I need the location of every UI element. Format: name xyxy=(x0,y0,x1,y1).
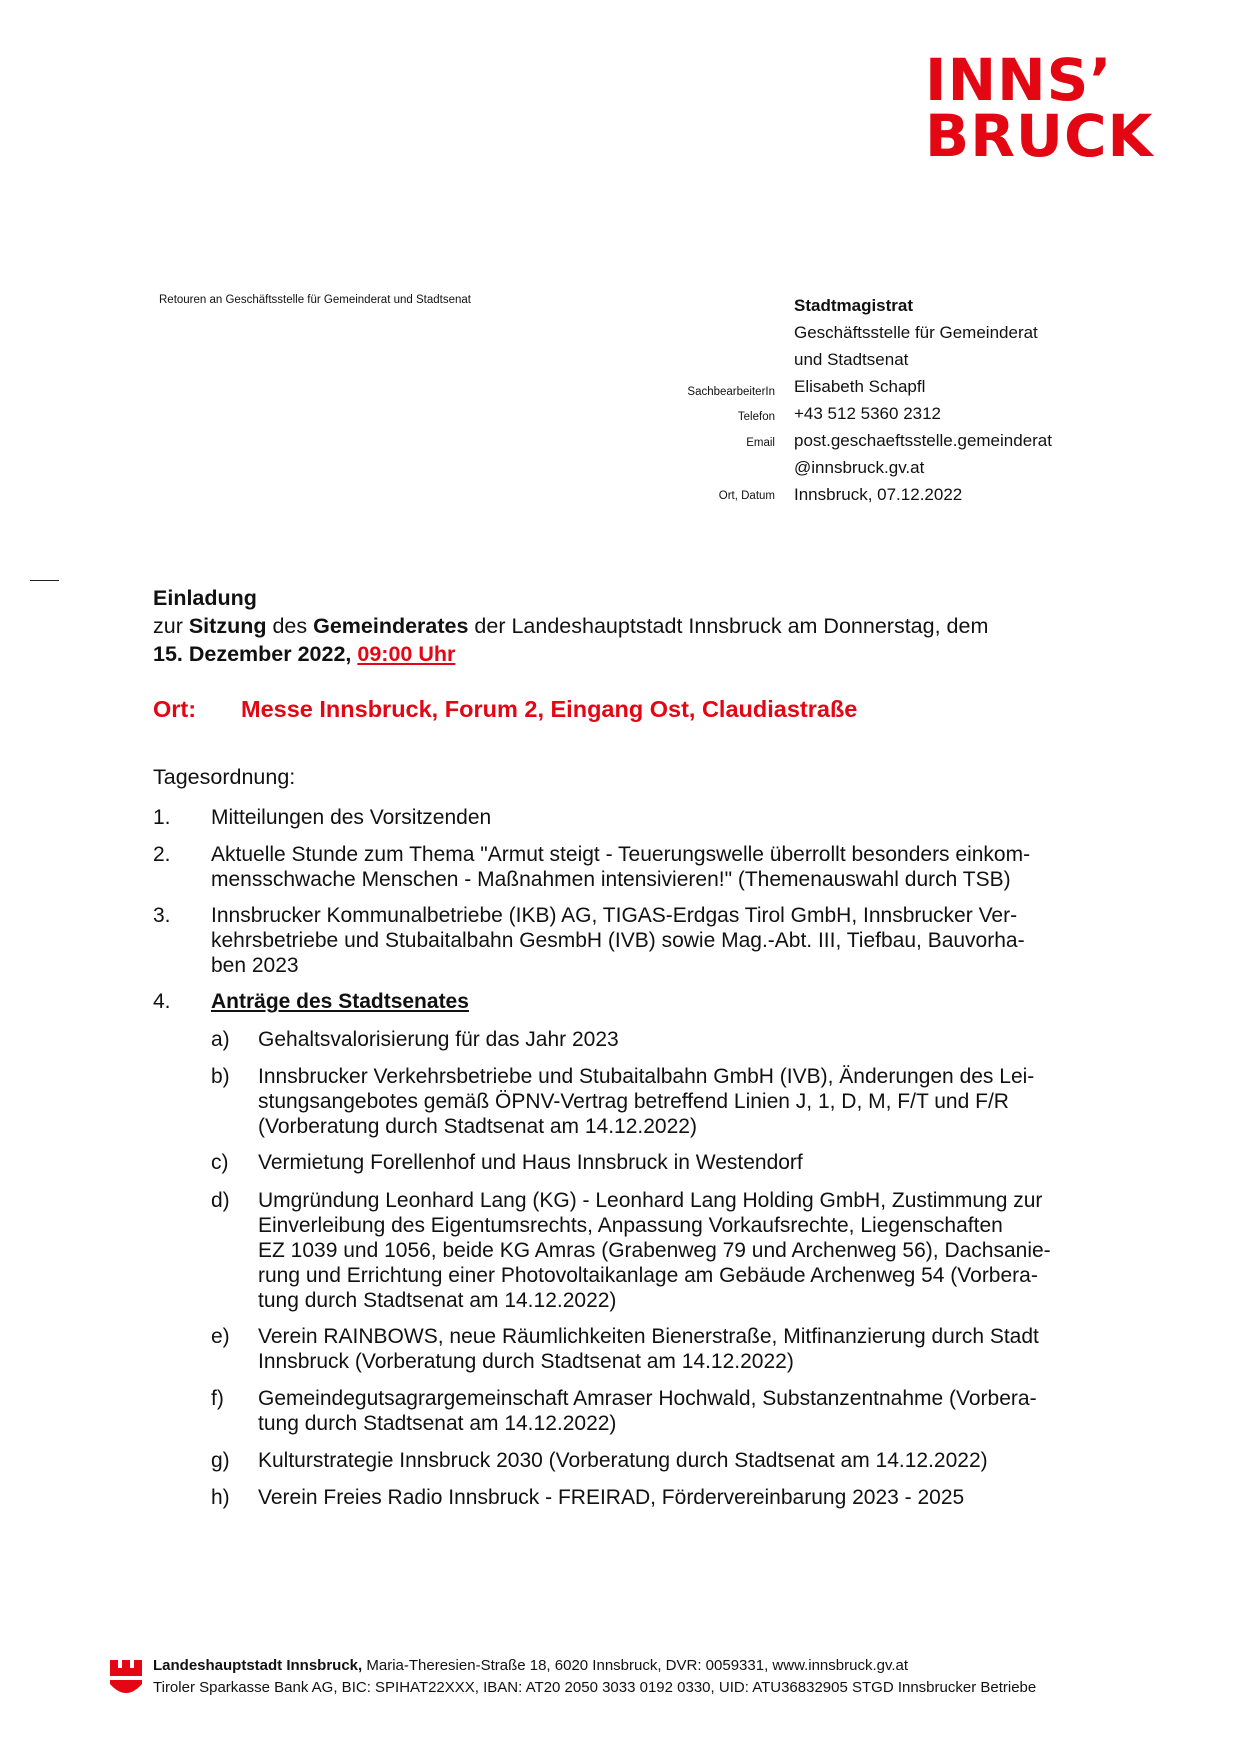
return-address: Retouren an Geschäftsstelle für Gemeinderat und Stadtsenat xyxy=(159,294,471,306)
sender-clerk: Elisabeth Schapfl xyxy=(794,377,926,396)
footer-line2: Tiroler Sparkasse Bank AG, BIC: SPIHAT22XXX, IBAN: AT20 2050 3033 0192 0330, UID: ATU36832905 STGD Innsbrucker Betriebe xyxy=(153,1679,1037,1696)
subitem-f: Gemeindegutsagrargemeinschaft Amraser Hochwald, Substanzentnahme (Vorbera- tung durch Stadtsenat am 14.12.2022) xyxy=(258,1387,1037,1435)
agenda-item-1: Mitteilungen des Vorsitzenden xyxy=(211,806,492,829)
label-phone: Telefon xyxy=(737,411,775,423)
invitation-block xyxy=(153,584,988,668)
sender-place-date: Innsbruck, 07.12.2022 xyxy=(794,485,963,504)
agenda-num: 2. xyxy=(153,843,171,866)
subitem-d: Umgründung Leonhard Lang (KG) - Leonhard Lang Holding GmbH, Zustimmung zur Einverleibung des Eigentumsrechts, Anpassung Vorkaufsrechte, Liegenschaften EZ 1039 und 1056, beide KG Amras (Grabenweg 79 und Archenweg 56), Dachsanie- rung und Errichtung einer Photovoltaikanlage am Gebäude Archenweg 54 (Vorbera- tung durch Stadtsenat am 14.12.2022) xyxy=(258,1189,1051,1312)
sender-email-line1: post.geschaeftsstelle.gemeinderat xyxy=(794,431,1052,450)
label-place-date: Ort, Datum xyxy=(718,490,775,502)
subitem-letter: c) xyxy=(211,1151,229,1174)
sender-dept-line1: Geschäftsstelle für Gemeinderat xyxy=(794,323,1038,342)
agenda-item-3: Innsbrucker Kommunalbetriebe (IKB) AG, TIGAS-Erdgas Tirol GmbH, Innsbrucker Ver- kehrsbetriebe und Stubaitalbahn GesmbH (IVB) sowie Mag.-Abt. III, Tiefbau, Bauvorha- ben 2023 xyxy=(211,904,1025,977)
city-crest-icon xyxy=(108,1658,144,1700)
subitem-letter: g) xyxy=(211,1449,230,1472)
footer xyxy=(153,1655,1036,1699)
location-label: Ort: xyxy=(153,696,197,722)
fold-marker xyxy=(30,580,59,581)
subitem-letter: h) xyxy=(211,1486,230,1509)
subitem-letter: e) xyxy=(211,1325,230,1348)
invitation-line2: zur Sitzung des Gemeinderates der Landeshauptstadt Innsbruck am Donnerstag, dem xyxy=(153,614,989,638)
subitem-b: Innsbrucker Verkehrsbetriebe und Stubaitalbahn GmbH (IVB), Änderungen des Lei- stungsangebotes gemäß ÖPNV-Vertrag betreffend Linien J, 1, D, M, F/T und F/R (Vorberatung durch Stadtsenat am 14.12.2022) xyxy=(258,1065,1035,1138)
label-clerk: SachbearbeiterIn xyxy=(687,386,775,398)
subitem-c: Vermietung Forellenhof und Haus Innsbruck in Westendorf xyxy=(258,1151,803,1174)
subitem-e: Verein RAINBOWS, neue Räumlichkeiten Bienerstraße, Mitfinanzierung durch Stadt Innsbruck (Vorberatung durch Stadtsenat am 14.12.2022) xyxy=(258,1325,1039,1373)
subitem-letter: a) xyxy=(211,1028,230,1051)
sender-email-line2: @innsbruck.gv.at xyxy=(794,458,925,477)
agenda-num: 4. xyxy=(153,990,171,1013)
subitem-letter: d) xyxy=(211,1189,230,1212)
subitem-a: Gehaltsvalorisierung für das Jahr 2023 xyxy=(258,1028,619,1051)
agenda-heading: Tagesordnung: xyxy=(153,765,296,789)
agenda-num: 1. xyxy=(153,806,171,829)
sender-phone: +43 512 5360 2312 xyxy=(794,404,942,423)
subitem-g: Kulturstrategie Innsbruck 2030 (Vorberatung durch Stadtsenat am 14.12.2022) xyxy=(258,1449,988,1472)
logo-line-2: BRUCK xyxy=(925,102,1154,170)
meeting-time: 09:00 Uhr xyxy=(357,642,456,666)
agenda-item-2: Aktuelle Stunde zum Thema "Armut steigt - Teuerungswelle überrollt besonders einkom- mensschwache Menschen - Maßnahmen intensivieren!" (Themenauswahl durch TSB) xyxy=(211,843,1031,891)
agenda-item-4: Anträge des Stadtsenates xyxy=(211,990,469,1013)
logo-line-1: INNS’ xyxy=(925,46,1113,114)
innsbruck-logo xyxy=(925,46,1175,170)
meeting-date: 15. Dezember 2022, xyxy=(153,642,352,666)
label-email: Email xyxy=(746,437,775,449)
sender-org: Stadtmagistrat xyxy=(794,296,914,315)
agenda-num: 3. xyxy=(153,904,171,927)
subitem-letter: b) xyxy=(211,1065,230,1088)
sender-dept-line2: und Stadtsenat xyxy=(794,350,909,369)
invitation-date-line xyxy=(153,640,988,668)
location-value: Messe Innsbruck, Forum 2, Eingang Ost, Claudiastraße xyxy=(241,696,858,722)
sender-block xyxy=(794,292,1052,508)
subitem-h: Verein Freies Radio Innsbruck - FREIRAD, Fördervereinbarung 2023 - 2025 xyxy=(258,1486,965,1509)
subitem-letter: f) xyxy=(211,1387,224,1410)
invitation-title: Einladung xyxy=(153,586,257,610)
footer-line1: Landeshauptstadt Innsbruck, Maria-Theresien-Straße 18, 6020 Innsbruck, DVR: 0059331, www.innsbruck.gv.at xyxy=(153,1657,909,1674)
